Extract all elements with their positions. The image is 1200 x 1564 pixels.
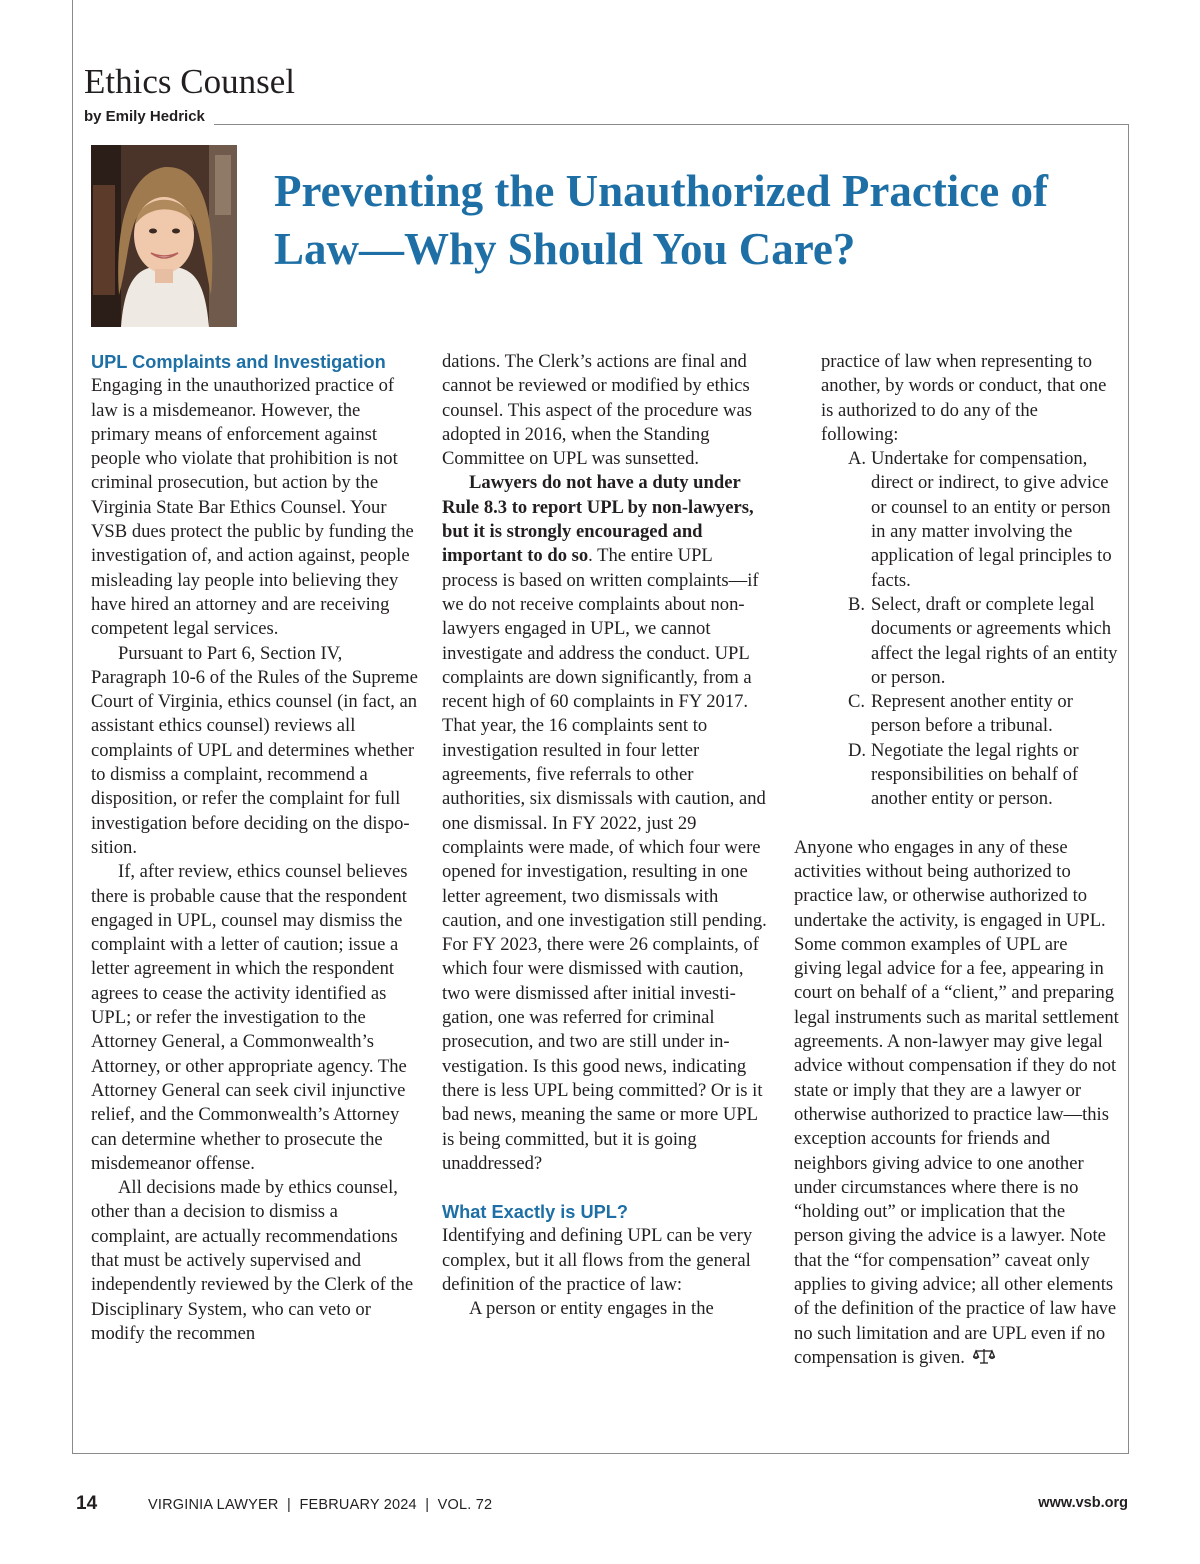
paragraph-text: . The entire UPL process is based on written complaints—if we do not receive complaints about non-lawyers engaged in UPL, we cannot investigate and address the conduct. UPL complaints are down significantly, from a recent high of 60 complaints in FY 2017. That year, the 16 complaints sent to investigation resulted in four letter agreements, five referrals to other authorities, six dismissals with caution, and one dismissal. In FY 2022, just 29 complaints were made, of which four were opened for investigation, resulting in one letter agreement, two dismissals with caution, and one investigation still pending. For FY 2023, there were 26 complaints, of which four were dismissed with caution, two were dismissed after initial investigation, one was referred for criminal prosecution, and two are still under investigation. Is this good news, indicating there is less UPL being committed? Or is it bad news, meaning the same or more UPL is being committed, but it is going unaddressed? (442, 545, 767, 1174)
section-heading-complaints: UPL Complaints and Investigation (91, 352, 386, 372)
page-number: 14 (76, 1493, 98, 1514)
item-text: Select, draft or complete legal documents or agreements which affect the legal rights of an entity or person. (871, 593, 1118, 688)
byline: by Emily Hedrick (84, 108, 205, 125)
paragraph: Engaging in the unauthorized practice of law is a misdemeanor. However, the primary means of enforcement against people who violate that prohibition is not criminal prosecution, but action by the Virginia State Bar Ethics Counsel. Your VSB dues protect the public by funding the investigation of, and action against, people misleading lay people into believing they have hired an attorney and are receiving competent legal services. (91, 375, 414, 640)
byline-rule (214, 124, 1128, 125)
scales-of-justice-icon (973, 1347, 995, 1372)
column-1 (91, 350, 421, 1346)
author-portrait-image (91, 145, 237, 327)
section-heading-what-is-upl: What Exactly is UPL? (442, 1202, 628, 1223)
definition-item (794, 593, 1119, 690)
spacer (794, 812, 1119, 836)
paragraph: If, after review, ethics counsel believes there is probable cause that the respondent engaged in UPL, counsel may dismiss the complaint with a letter of caution; issue a letter agreement in which the respondent agrees to cease the activity identified as UPL; or refer the investigation to the Attorney General, a Commonwealth’s Attorney, or other appropriate agency. The Attorney General can seek civil injunctive relief, and the Commonwealth’s Attorney can determine whether to prosecute the misdemeanor offense. (91, 861, 408, 1174)
item-marker: B. (848, 593, 866, 615)
article-title: Preventing the Unauthorized Practice of Law—Why Should You Care? (274, 166, 1048, 274)
definition-item (794, 447, 1119, 593)
item-text: Represent another entity or person before a tribunal. (871, 691, 1073, 737)
paragraph-reporting-duty (442, 471, 772, 1176)
item-text: Undertake for compensation, direct or indirect, to give advice or counsel to an entity or person in any matter involving the application of legal principles to facts. (871, 448, 1112, 591)
paragraph: Pursuant to Part 6, Section IV, Paragraph 10-6 of the Rules of the Supreme Court of Virginia, ethics counsel (in fact, an assistant ethics counsel) reviews all complaints of UPL and determines whether to dismiss a complaint, recommend a disposition, or refer the complaint for full investigation before deciding on the disposition. (91, 642, 418, 858)
definition-quote-continued: practice of law when representing to another, by words or conduct, that one is authorized to do any of the following: (821, 351, 1107, 445)
paragraph-text: Anyone who engages in any of these activities without being authorized to practice law, or otherwise authorized to undertake the activity, is engaged in UPL. Some common examples of UPL are giving legal advice for a fee, appearing in court on behalf of a “client,” and preparing legal instruments such as marital settlement agreements. A non-lawyer may give legal advice without compensation if they do not state or imply that they are a lawyer or otherwise authorized to practice law—this exception accounts for friends and neighbors giving advice to one another under circumstances where there is no “holding out” or implication that the person giving the advice is a lawyer. Note that the “for compensation” caveat only applies to giving advice; all other elements of the definition of the practice of law have no such limitation and are UPL even if no compensation is given. (794, 836, 1119, 1368)
item-marker: A. (848, 448, 867, 470)
column-3 (794, 350, 1119, 1372)
definition-item (794, 690, 1119, 739)
definition-item (794, 739, 1119, 812)
item-text: Negotiate the legal rights or responsibilities on behalf of another entity or person. (871, 739, 1079, 810)
paragraph: dations. The Clerk’s actions are final and cannot be reviewed or modified by ethics counsel. This aspect of the procedure was adopted in 2016, when the Standing Committee on UPL was sunsetted. (442, 351, 752, 470)
column-title: Ethics Counsel (84, 62, 295, 101)
paragraph-closing (794, 836, 1119, 1373)
definition-quote-start: A person or entity engages in the (469, 1298, 714, 1320)
spacer (442, 1176, 772, 1200)
footer-url: www.vsb.org (1038, 1495, 1128, 1511)
column-2 (442, 350, 772, 1322)
paragraph: Identifying and defining UPL can be very complex, but it all flows from the general definition of the practice of law: (442, 1225, 753, 1295)
author-photo (91, 145, 237, 327)
definition-list (794, 447, 1119, 811)
item-marker: C. (848, 691, 866, 713)
item-marker: D. (848, 739, 867, 761)
frame-left-rule (72, 0, 73, 124)
bold-emphasis: Lawyers do not have a duty under Rule 8.3 to report UPL by non-lawyers, but it is strongly encouraged and important to do so (442, 472, 754, 567)
publication-info: VIRGINIA LAWYER | FEBRUARY 2024 | VOL. 72 (148, 1497, 493, 1513)
paragraph: All decisions made by ethics counsel, other than a decision to dismiss a complaint, are actually recommendations that must be actively supervised and independently reviewed by the Clerk of the Disciplinary System, who can veto or modify the recommen (91, 1177, 414, 1344)
